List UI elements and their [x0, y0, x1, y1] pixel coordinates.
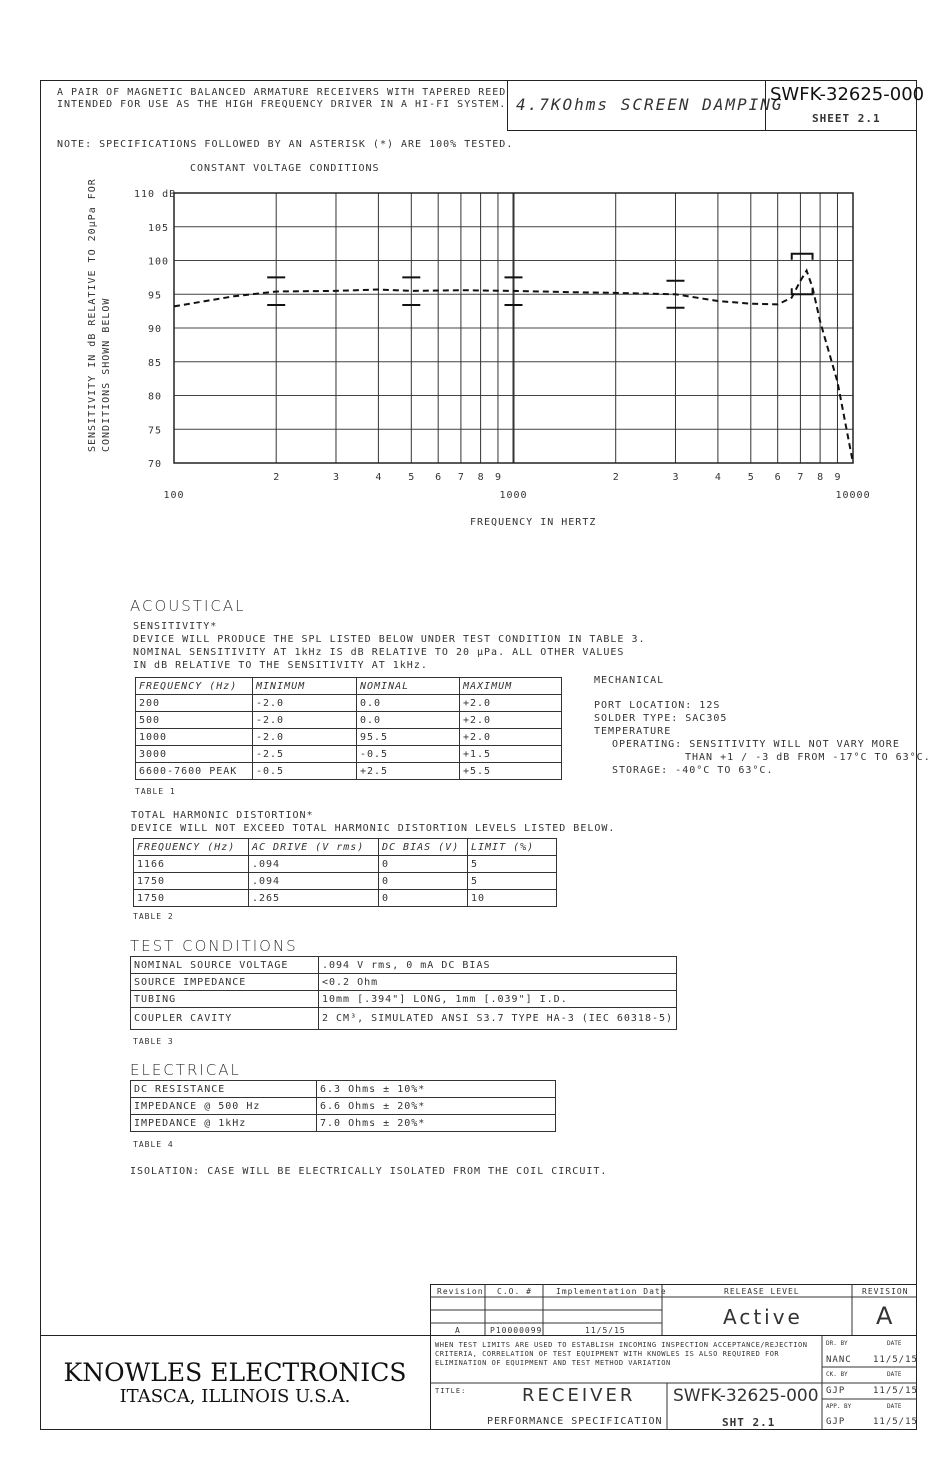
revision-label: REVISION: [862, 1287, 909, 1296]
cell: .094: [249, 856, 379, 873]
x-minor-tick-label: 6: [774, 472, 781, 483]
thd-title: TOTAL HARMONIC DISTORTION*: [131, 810, 314, 821]
cell: 0: [379, 873, 468, 890]
cell: +2.0: [460, 712, 562, 729]
table-1-header: FREQUENCY (Hz): [136, 678, 253, 695]
cell: IMPEDANCE @ 1kHz: [131, 1115, 317, 1132]
impl-date-header: Implementation Date: [556, 1287, 667, 1296]
y-tick-label: 100: [148, 256, 170, 268]
y-tick-label: 90: [148, 324, 163, 335]
x-minor-tick-label: 2: [273, 472, 280, 483]
cell: +2.5: [357, 763, 460, 780]
y-tick-label: 70: [148, 459, 163, 470]
ck-date-value: 11/5/15: [873, 1386, 918, 1396]
date-label: DATE: [887, 1403, 902, 1410]
cell: 6.6 Ohms ± 20%*: [317, 1098, 556, 1115]
impl-date-value: 11/5/15: [585, 1326, 626, 1335]
peak-limit-max-marker: [792, 254, 813, 260]
sensitivity-title: SENSITIVITY*: [133, 621, 218, 632]
cell: -2.0: [253, 729, 357, 746]
cell: 0.0: [357, 695, 460, 712]
table-row: [131, 1115, 556, 1132]
cell: 10mm [.394"] LONG, 1mm [.039"] I.D.: [319, 991, 677, 1008]
cell: -2.0: [253, 695, 357, 712]
table-row: [131, 957, 677, 974]
x-minor-tick-label: 5: [408, 472, 415, 483]
mechanical-heading: MECHANICAL: [594, 675, 665, 686]
table-row: [134, 890, 557, 907]
x-major-tick-label: 1000: [499, 490, 528, 501]
description-line-1: A PAIR OF MAGNETIC BALANCED ARMATURE RECEIVERS WITH TAPERED REED: [57, 87, 507, 98]
cell: 7.0 Ohms ± 20%*: [317, 1115, 556, 1132]
x-minor-tick-label: 5: [747, 472, 754, 483]
table-4: [130, 1080, 556, 1132]
table-2-header: DC BIAS (V): [379, 839, 468, 856]
chart-xlabel: FREQUENCY IN HERTZ: [470, 517, 597, 528]
table-row: [131, 974, 677, 991]
cell: DC RESISTANCE: [131, 1081, 317, 1098]
table-1-header: MINIMUM: [253, 678, 357, 695]
dr-by-value: NANC: [826, 1355, 852, 1365]
cell: +1.5: [460, 746, 562, 763]
table-2-caption: TABLE 2: [133, 912, 174, 921]
date-label: DATE: [887, 1340, 902, 1347]
table-row: [131, 1098, 556, 1115]
rev-value: A: [455, 1326, 461, 1335]
table-1-header: MAXIMUM: [460, 678, 562, 695]
x-major-tick-label: 100: [163, 490, 185, 501]
co-value: P10000099: [490, 1326, 543, 1335]
table-2-header: FREQUENCY (Hz): [134, 839, 249, 856]
release-level-value: Active: [723, 1305, 803, 1329]
cell: .265: [249, 890, 379, 907]
table-row: [136, 763, 562, 780]
x-minor-tick-label: 4: [714, 472, 721, 483]
ck-by-value: GJP: [826, 1386, 846, 1396]
ck-by-label: CK. BY: [826, 1371, 848, 1378]
cell: 0.0: [357, 712, 460, 729]
cell: 0: [379, 890, 468, 907]
cell: 500: [136, 712, 253, 729]
title-label: TITLE:: [435, 1387, 467, 1395]
cell: COUPLER CAVITY: [131, 1008, 319, 1030]
sheet-number: SHEET 2.1: [812, 112, 881, 125]
drawing-title: RECEIVER: [522, 1385, 636, 1406]
sensitivity-chart: [0, 0, 950, 540]
cell: 0: [379, 856, 468, 873]
table-3: [130, 956, 677, 1030]
cell: -0.5: [357, 746, 460, 763]
cell: IMPEDANCE @ 500 Hz: [131, 1098, 317, 1115]
cell: 1750: [134, 873, 249, 890]
cell: +2.0: [460, 695, 562, 712]
port-location: PORT LOCATION: 12S: [594, 700, 721, 711]
table-3-caption: TABLE 3: [133, 1037, 174, 1046]
acoustical-heading: ACOUSTICAL: [130, 597, 246, 615]
criteria-note: WHEN TEST LIMITS ARE USED TO ESTABLISH INCOMING INSPECTION ACCEPTANCE/REJECTION CRITERIA, CORRELATION OF TEST EQUIPMENT WITH KNOWLES IS ALSO REQUIRED FOR ELIMINATION OF EQUIPMENT AND TEST METHOD VARIATION: [435, 1341, 808, 1367]
x-minor-tick-label: 8: [817, 472, 824, 483]
table-1: [135, 677, 562, 780]
x-minor-tick-label: 2: [612, 472, 619, 483]
peak-limit-min-marker: [792, 288, 813, 294]
sensitivity-line-3: IN dB RELATIVE TO THE SENSITIVITY AT 1kHz.: [133, 660, 428, 671]
company-name: KNOWLES ELECTRONICS: [63, 1358, 407, 1387]
drawing-subtitle: PERFORMANCE SPECIFICATION: [487, 1416, 663, 1427]
x-major-tick-label: 10000: [835, 490, 871, 501]
cell: .094: [249, 873, 379, 890]
cell: +5.5: [460, 763, 562, 780]
table-row: [131, 1008, 677, 1030]
dr-date-value: 11/5/15: [873, 1355, 918, 1365]
y-tick-label: 110 dB: [134, 189, 177, 200]
cell: 6600-7600 PEAK: [136, 763, 253, 780]
solder-type: SOLDER TYPE: SAC305: [594, 713, 728, 724]
x-minor-tick-label: 7: [797, 472, 804, 483]
x-minor-tick-label: 9: [494, 472, 501, 483]
table-row: [134, 856, 557, 873]
x-minor-tick-label: 4: [375, 472, 382, 483]
title-part-number: SWFK-32625-000: [673, 1386, 819, 1406]
cell: NOMINAL SOURCE VOLTAGE: [131, 957, 319, 974]
test-conditions-heading: TEST CONDITIONS: [130, 937, 298, 955]
sensitivity-line-2: NOMINAL SENSITIVITY AT 1kHz IS dB RELATIVE TO 20 μPa. ALL OTHER VALUES: [133, 647, 625, 658]
part-number: SWFK-32625-000: [770, 84, 925, 105]
cell: 95.5: [357, 729, 460, 746]
table-1-header: NOMINAL: [357, 678, 460, 695]
sensitivity-line-1: DEVICE WILL PRODUCE THE SPL LISTED BELOW UNDER TEST CONDITION IN TABLE 3.: [133, 634, 646, 645]
table-row: [136, 695, 562, 712]
temperature-title: TEMPERATURE: [594, 726, 672, 737]
cell: 1000: [136, 729, 253, 746]
rev-header: Revision: [437, 1287, 484, 1296]
table-2-header: AC DRIVE (V rms): [249, 839, 379, 856]
cell: -0.5: [253, 763, 357, 780]
table-row: [136, 729, 562, 746]
operating-temp-2: THAN +1 / -3 dB FROM -17°C TO 63°C.: [685, 752, 931, 763]
x-minor-tick-label: 9: [834, 472, 841, 483]
revision-value: A: [876, 1302, 893, 1330]
note: NOTE: SPECIFICATIONS FOLLOWED BY AN ASTERISK (*) ARE 100% TESTED.: [57, 139, 514, 150]
title-sheet: SHT 2.1: [722, 1416, 776, 1429]
isolation-note: ISOLATION: CASE WILL BE ELECTRICALLY ISOLATED FROM THE COIL CIRCUIT.: [130, 1166, 608, 1177]
table-2: [133, 838, 557, 907]
cell: -2.5: [253, 746, 357, 763]
cell: 5: [468, 856, 557, 873]
cell: TUBING: [131, 991, 319, 1008]
x-minor-tick-label: 7: [457, 472, 464, 483]
storage-temp: STORAGE: -40°C TO 63°C.: [612, 765, 774, 776]
description-line-2: INTENDED FOR USE AS THE HIGH FREQUENCY DRIVER IN A HI-FI SYSTEM.: [57, 99, 507, 110]
date-label: DATE: [887, 1371, 902, 1378]
x-minor-tick-label: 8: [477, 472, 484, 483]
y-tick-label: 75: [148, 425, 163, 437]
company-location: ITASCA, ILLINOIS U.S.A.: [119, 1386, 351, 1407]
y-tick-label: 85: [148, 357, 163, 369]
table-row: [131, 991, 677, 1008]
release-level-label: RELEASE LEVEL: [724, 1287, 800, 1296]
app-date-value: 11/5/15: [873, 1417, 918, 1427]
dr-by-label: DR. BY: [826, 1340, 848, 1347]
cell: 5: [468, 873, 557, 890]
cell: 2 CM³, SIMULATED ANSI S3.7 TYPE HA-3 (IEC 60318-5): [319, 1008, 677, 1030]
cell: 1750: [134, 890, 249, 907]
x-minor-tick-label: 3: [332, 472, 340, 483]
cell: 1166: [134, 856, 249, 873]
table-2-header: LIMIT (%): [468, 839, 557, 856]
app-by-value: GJP: [826, 1417, 846, 1427]
cell: 10: [468, 890, 557, 907]
cell: 200: [136, 695, 253, 712]
table-row: [136, 746, 562, 763]
table-row: [136, 712, 562, 729]
co-header: C.O. #: [497, 1287, 532, 1296]
variant-label: 4.7KOhms SCREEN DAMPING: [516, 95, 784, 114]
cell: +2.0: [460, 729, 562, 746]
chart-ylabel-1: SENSITIVITY IN dB RELATIVE TO 20μPa FOR: [87, 178, 98, 452]
y-tick-label: 105: [148, 222, 170, 234]
x-minor-tick-label: 3: [672, 472, 679, 483]
table-row: [134, 873, 557, 890]
chart-ylabel-2: CONDITIONS SHOWN BELOW: [101, 297, 112, 452]
thd-line: DEVICE WILL NOT EXCEED TOTAL HARMONIC DISTORTION LEVELS LISTED BELOW.: [131, 823, 616, 834]
cell: 6.3 Ohms ± 10%*: [317, 1081, 556, 1098]
cell: -2.0: [253, 712, 357, 729]
chart-title: CONSTANT VOLTAGE CONDITIONS: [190, 163, 380, 174]
cell: SOURCE IMPEDANCE: [131, 974, 319, 991]
y-tick-label: 95: [148, 290, 163, 302]
cell: 3000: [136, 746, 253, 763]
operating-temp: OPERATING: SENSITIVITY WILL NOT VARY MORE: [612, 739, 900, 750]
table-row: [131, 1081, 556, 1098]
table-1-caption: TABLE 1: [135, 787, 176, 796]
electrical-heading: ELECTRICAL: [130, 1061, 241, 1079]
table-4-caption: TABLE 4: [133, 1140, 174, 1149]
cell: <0.2 Ohm: [319, 974, 677, 991]
app-by-label: APP. BY: [826, 1403, 852, 1410]
y-tick-label: 80: [148, 391, 163, 403]
cell: .094 V rms, 0 mA DC BIAS: [319, 957, 677, 974]
x-minor-tick-label: 6: [435, 472, 442, 483]
